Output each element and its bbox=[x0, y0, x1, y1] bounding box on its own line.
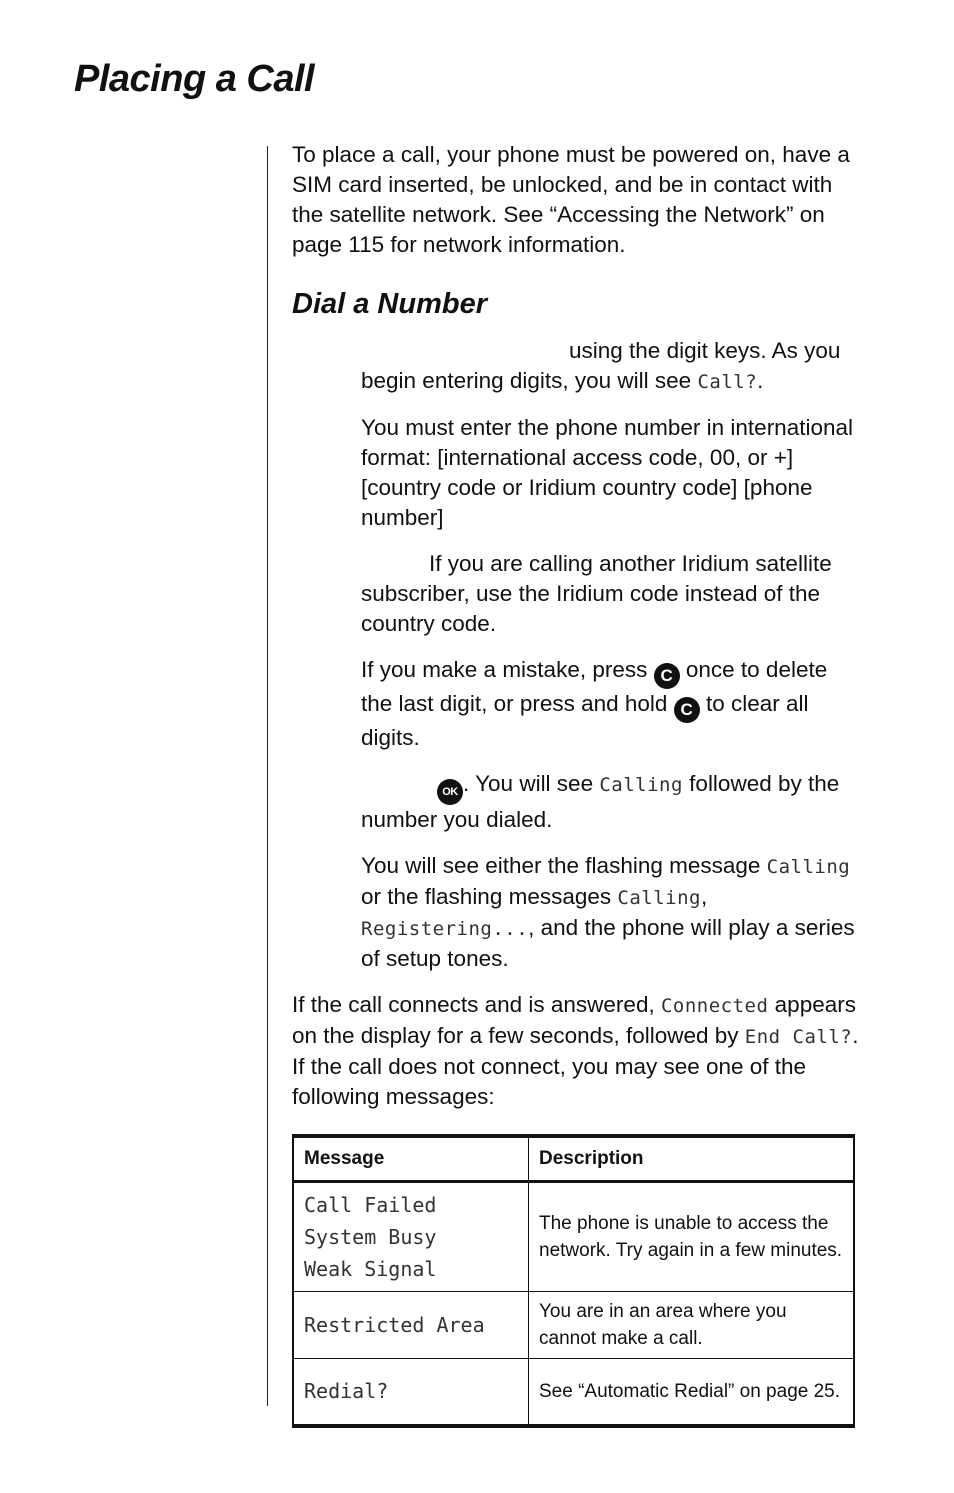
display-calling: Calling bbox=[766, 856, 851, 878]
display-connected: Connected bbox=[660, 995, 769, 1017]
display-registering: Registering... bbox=[361, 918, 529, 940]
display-end-call: End Call? bbox=[744, 1026, 853, 1048]
table-row bbox=[293, 1292, 854, 1359]
display-calling: Calling bbox=[617, 887, 701, 909]
table-row bbox=[293, 1182, 854, 1292]
header-description: Description bbox=[529, 1136, 855, 1182]
page-title: Placing a Call bbox=[74, 58, 315, 100]
messages-table bbox=[292, 1134, 855, 1428]
section-title: Dial a Number bbox=[292, 288, 487, 320]
header-message: Message bbox=[293, 1136, 529, 1182]
message-cell bbox=[293, 1359, 529, 1426]
display-calling: Calling bbox=[599, 774, 683, 796]
table-row bbox=[293, 1359, 854, 1426]
message-cell bbox=[293, 1292, 529, 1359]
margin-rule bbox=[267, 146, 268, 1406]
message-cell bbox=[293, 1182, 529, 1292]
message-text: Weak Signal bbox=[304, 1257, 437, 1281]
description-cell: See “Automatic Redial” on page 25. bbox=[529, 1359, 855, 1426]
step-correct-mistake: If you make a mistake, press C once to delete the last digit, or press and hold C to clear all digits. bbox=[361, 657, 828, 750]
connection-paragraph: If the call connects and is answered, Connected appears on the display for a few seconds, followed by End Call?. If the call does not connect, you may see one of the following messages: bbox=[292, 992, 859, 1109]
message-text: System Busy bbox=[304, 1225, 437, 1249]
display-call-prompt: Call? bbox=[697, 371, 758, 393]
description-cell: The phone is unable to access the network. Try again in a few minutes. bbox=[529, 1182, 855, 1292]
content-column bbox=[292, 140, 862, 1428]
message-text: Restricted Area bbox=[304, 1313, 485, 1337]
step-dial-digits: using the digit keys. As you begin entering digits, you will see Call?. bbox=[361, 338, 841, 393]
step-press-ok: OK . You will see Calling followed by the number you dialed. bbox=[361, 771, 840, 832]
c-key-icon: C bbox=[674, 697, 700, 723]
step-iridium-note: If you are calling another Iridium satellite subscriber, use the Iridium code instead of the country code. bbox=[361, 551, 832, 636]
ok-key-icon: OK bbox=[437, 779, 463, 805]
c-key-icon: C bbox=[654, 663, 680, 689]
step-international-format: You must enter the phone number in international format: [international access code, 00, or +] [country code or Iridium country code] [phone number] bbox=[361, 415, 854, 530]
message-text: Call Failed bbox=[304, 1193, 437, 1217]
step-flashing-messages: You will see either the flashing message Calling or the flashing messages Calling, Registering..., and the phone will play a series of setup tones. bbox=[361, 853, 855, 971]
table-header-row bbox=[293, 1136, 854, 1182]
description-cell: You are in an area where you cannot make a call. bbox=[529, 1292, 855, 1359]
message-text: Redial? bbox=[304, 1379, 389, 1404]
intro-paragraph: To place a call, your phone must be powered on, have a SIM card inserted, be unlocked, and be in contact with the satellite network. See “Accessing the Network” on page 115 for network information. bbox=[292, 142, 850, 257]
